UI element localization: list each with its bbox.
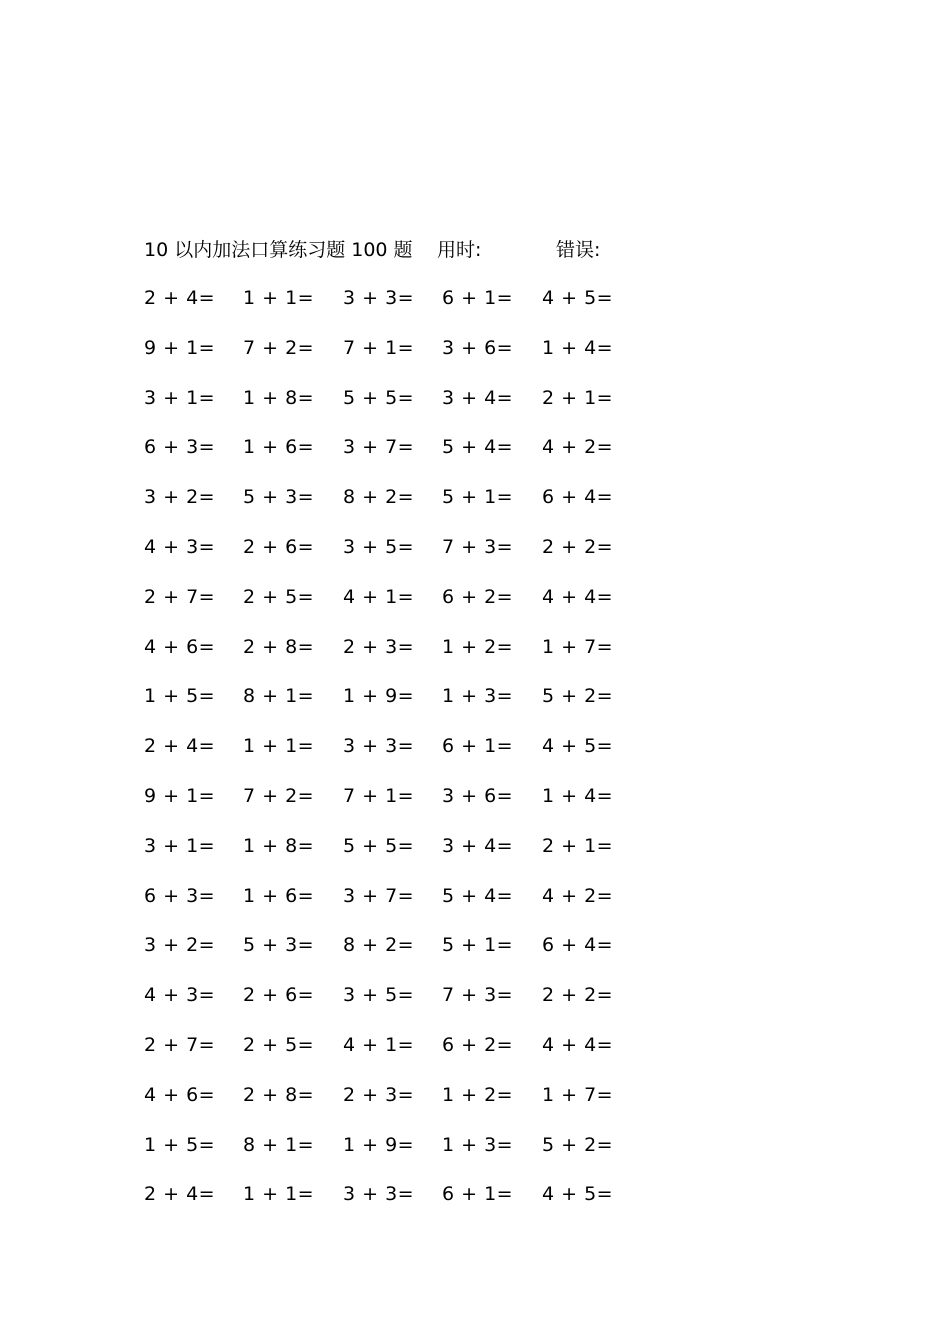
problem-item: 2 + 2= [542,984,614,1007]
problem-item: 4 + 1= [343,1033,415,1056]
problem-item: 3 + 7= [343,884,415,907]
problem-row [0,1180,950,1230]
problem-item: 3 + 2= [144,934,216,957]
problem-item: 6 + 2= [442,585,514,608]
problem-item: 2 + 4= [144,735,216,758]
worksheet-title: 10 以内加法口算练习题 100 题 [144,239,413,261]
problem-item: 2 + 5= [243,1033,315,1056]
problem-item: 2 + 3= [343,1083,415,1106]
problem-item: 6 + 3= [144,884,216,907]
problem-item: 4 + 5= [542,287,614,309]
problem-item: 3 + 7= [343,436,415,459]
problem-item: 3 + 5= [343,984,415,1007]
problem-item: 1 + 9= [343,1133,415,1156]
problem-item: 5 + 2= [542,685,614,708]
problem-item: 3 + 3= [343,735,415,758]
problem-item: 1 + 3= [442,685,514,708]
problem-item: 5 + 1= [442,486,514,509]
problem-item: 3 + 5= [343,535,415,558]
problem-item: 2 + 4= [144,287,216,309]
problem-item: 4 + 4= [542,585,614,608]
problem-item: 5 + 3= [243,934,315,957]
problem-item: 4 + 2= [542,884,614,907]
problem-item: 4 + 5= [542,735,614,758]
errors-label: 错误: [556,239,601,261]
problem-row [0,931,950,981]
problem-item: 1 + 5= [144,1133,216,1156]
problem-item: 1 + 2= [442,1083,514,1106]
problem-row [0,533,950,583]
problem-row [0,1081,950,1131]
problem-item: 6 + 2= [442,1033,514,1056]
problem-item: 1 + 5= [144,685,216,708]
problem-item: 2 + 3= [343,635,415,658]
problem-item: 9 + 1= [144,784,216,807]
time-used-label: 用时: [437,239,482,261]
problem-row [0,384,950,434]
problem-row [0,583,950,633]
problem-item: 8 + 2= [343,934,415,957]
problem-item: 3 + 4= [442,386,514,409]
problem-item: 1 + 1= [243,287,315,309]
problem-row [0,284,950,334]
problem-item: 2 + 1= [542,386,614,409]
problem-item: 1 + 4= [542,336,614,359]
problem-item: 1 + 2= [442,635,514,658]
problem-item: 3 + 6= [442,336,514,359]
problem-item: 4 + 1= [343,585,415,608]
problem-row [0,981,950,1031]
problem-item: 5 + 5= [343,386,415,409]
problem-item: 2 + 4= [144,1183,216,1206]
problem-item: 2 + 7= [144,1033,216,1056]
problem-item: 3 + 1= [144,834,216,857]
problem-item: 6 + 1= [442,1183,514,1206]
problem-item: 7 + 2= [243,784,315,807]
problem-item: 5 + 4= [442,884,514,907]
problem-item: 7 + 1= [343,784,415,807]
problem-item: 6 + 1= [442,287,514,309]
problem-item: 6 + 4= [542,934,614,957]
problem-row [0,1131,950,1181]
problem-item: 3 + 3= [343,287,415,309]
problem-row [0,483,950,533]
problem-item: 7 + 2= [243,336,315,359]
problem-item: 1 + 7= [542,635,614,658]
problem-row [0,633,950,683]
problem-item: 4 + 6= [144,635,216,658]
problem-row [0,682,950,732]
problem-item: 1 + 1= [243,1183,315,1206]
problem-item: 3 + 2= [144,486,216,509]
problem-item: 8 + 1= [243,685,315,708]
problem-item: 6 + 4= [542,486,614,509]
problem-item: 1 + 1= [243,735,315,758]
problem-item: 1 + 4= [542,784,614,807]
problem-item: 2 + 6= [243,535,315,558]
problem-item: 4 + 6= [144,1083,216,1106]
problem-row [0,732,950,782]
problem-row [0,782,950,832]
problem-item: 2 + 1= [542,834,614,857]
problem-row [0,433,950,483]
problem-row [0,882,950,932]
problem-item: 3 + 6= [442,784,514,807]
problem-item: 1 + 6= [243,436,315,459]
problem-item: 7 + 1= [343,336,415,359]
problem-item: 6 + 1= [442,735,514,758]
problem-item: 5 + 1= [442,934,514,957]
problem-item: 6 + 3= [144,436,216,459]
problem-item: 1 + 3= [442,1133,514,1156]
problem-item: 1 + 7= [542,1083,614,1106]
problem-item: 5 + 4= [442,436,514,459]
problem-item: 3 + 4= [442,834,514,857]
problem-item: 4 + 5= [542,1183,614,1206]
problem-row [0,832,950,882]
problem-item: 1 + 8= [243,386,315,409]
problem-item: 8 + 2= [343,486,415,509]
problem-item: 2 + 6= [243,984,315,1007]
problem-item: 7 + 3= [442,535,514,558]
problem-item: 4 + 3= [144,535,216,558]
problem-item: 5 + 3= [243,486,315,509]
problem-item: 8 + 1= [243,1133,315,1156]
problem-item: 2 + 7= [144,585,216,608]
problem-item: 2 + 2= [542,535,614,558]
problem-item: 3 + 1= [144,386,216,409]
problem-item: 2 + 5= [243,585,315,608]
problem-grid [0,284,950,1230]
problem-item: 7 + 3= [442,984,514,1007]
problem-item: 1 + 6= [243,884,315,907]
problem-item: 4 + 3= [144,984,216,1007]
problem-item: 9 + 1= [144,336,216,359]
worksheet-header [0,236,950,264]
problem-item: 1 + 8= [243,834,315,857]
problem-item: 1 + 9= [343,685,415,708]
problem-row [0,1031,950,1081]
problem-item: 4 + 2= [542,436,614,459]
problem-row [0,334,950,384]
problem-item: 5 + 2= [542,1133,614,1156]
problem-item: 2 + 8= [243,1083,315,1106]
problem-item: 3 + 3= [343,1183,415,1206]
problem-item: 2 + 8= [243,635,315,658]
problem-item: 4 + 4= [542,1033,614,1056]
problem-item: 5 + 5= [343,834,415,857]
